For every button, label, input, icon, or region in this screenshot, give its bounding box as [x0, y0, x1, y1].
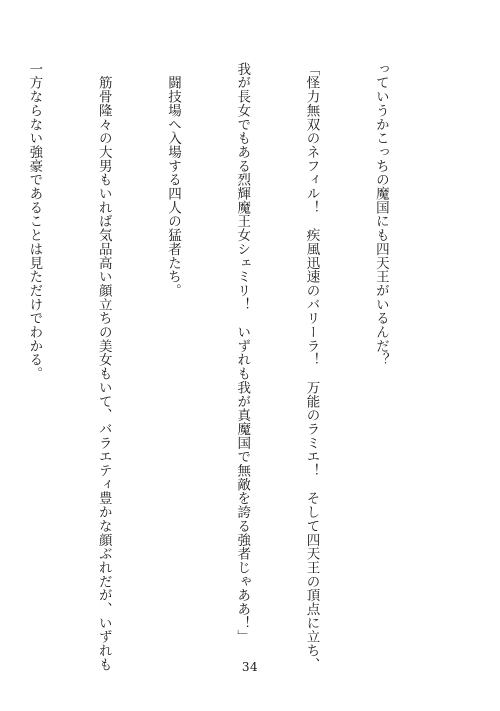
page-number: 34: [241, 660, 259, 674]
text-line: 「怪力無双のネフィル！ 疾風迅速のバリーラ！ 万能のラミエ！ そして四天王の頂点に立ち、: [303, 62, 320, 672]
text-line: 闘技場へ入場する四人の猛者たち。: [164, 62, 181, 298]
text-line: っていうかこっちの魔国にも四天王がいるんだ？: [372, 62, 389, 367]
text-line: 一方ならない強豪であることは見ただけでわかる。: [26, 62, 43, 381]
text-line: 我が長女でもある烈輝魔王女シェミリ！ いずれも我が真魔国で無敵を誇る強者じゃああ！」: [234, 62, 251, 644]
text-line: 筋骨隆々の大男もいれば気品高い顔立ちの美女もいて、バラエティ豊かな顔ぶれだが、いずれも: [95, 62, 112, 672]
